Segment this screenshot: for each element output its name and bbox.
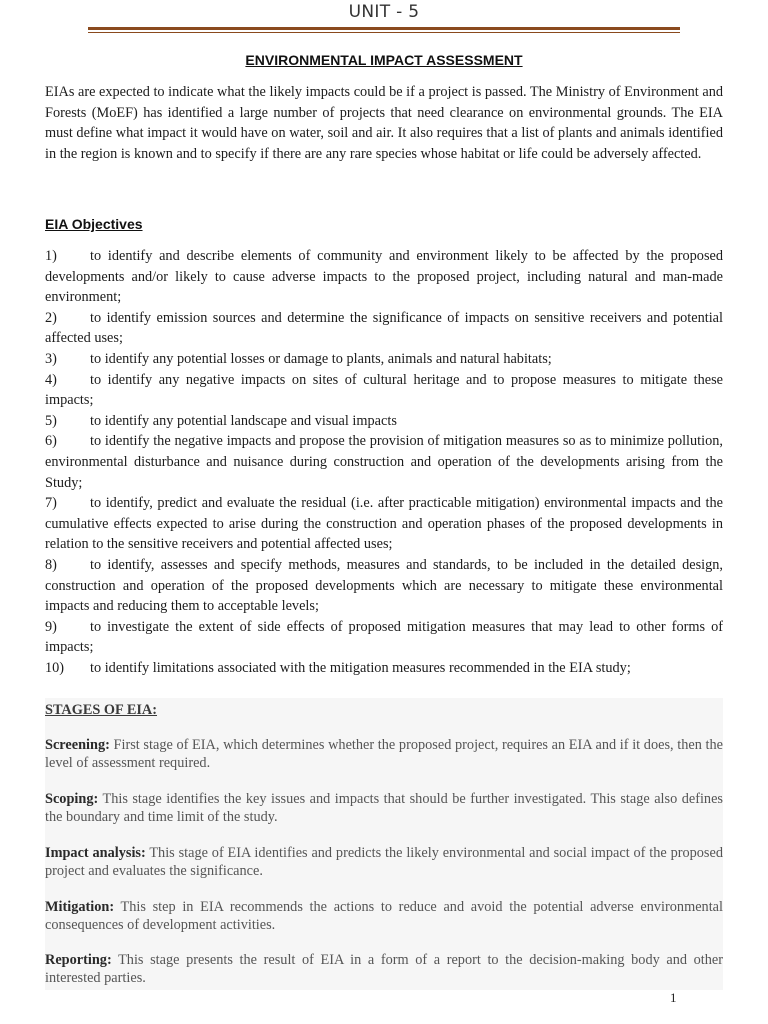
objective-text: to identify limitations associated with the mitigation measures recommended in the EIA study; [90, 659, 631, 676]
stage-mitigation [45, 899, 723, 934]
objective-text: to identify the negative impacts and propose the provision of mitigation measures so as to minimize pollution, environmental disturbance and nuisance during construction and operation of the developments arising from the Study; [45, 433, 723, 491]
stage-text: This stage identifies the key issues and impacts that should be further investigated. This stage also defines the boundary and time limit of the study. [45, 791, 723, 825]
objective-number: 8) [45, 556, 57, 573]
stage-term: Screening: [45, 737, 110, 753]
page-number: 1 [670, 990, 677, 1005]
objective-number: 2) [45, 309, 57, 326]
stage-reporting [45, 952, 723, 987]
stage-text: This stage of EIA identifies and predicts the likely environmental and social impact of the proposed project and evaluates the significance. [45, 845, 723, 879]
objective-number: 6) [45, 433, 57, 450]
objective-number: 5) [45, 412, 57, 429]
objective-number: 3) [45, 350, 57, 367]
objectives-heading: EIA Objectives [45, 216, 143, 232]
objective-text: to identify, assesses and specify methods, measures and standards, to be included in the detailed design, construction and operation of the proposed developments which are necessary to mitigate these environmental impacts and reducing them to acceptable levels; [45, 556, 723, 615]
objective-item [45, 555, 723, 617]
stage-text: First stage of EIA, which determines whether the proposed project, requires an EIA and if it does, then the level of assessment required. [45, 737, 724, 771]
header-rule-thin [88, 32, 680, 33]
stage-screening [45, 737, 723, 772]
objective-item [45, 493, 723, 555]
objective-text: to identify any negative impacts on sites of cultural heritage and to propose measures to mitigate these impacts; [45, 371, 723, 409]
objective-text: to identify any potential landscape and visual impacts [90, 412, 397, 429]
objective-text: to identify any potential losses or damage to plants, animals and natural habitats; [90, 350, 552, 367]
stage-text: This stage presents the result of EIA in a form of a report to the decision-making body and other interested parties. [45, 952, 723, 986]
objective-item [45, 658, 723, 679]
objectives-list [45, 246, 723, 678]
header-rule-thick [88, 27, 680, 30]
objective-number: 10) [45, 659, 65, 676]
objective-text: to identify emission sources and determine the significance of impacts on sensitive receivers and potential affected uses; [45, 309, 723, 347]
stage-scoping [45, 791, 723, 826]
stage-term: Impact analysis: [45, 845, 146, 861]
objective-item [45, 431, 723, 493]
stage-text: This step in EIA recommends the actions to reduce and avoid the potential adverse environmental consequences of development activities. [45, 899, 723, 933]
objective-item [45, 370, 723, 411]
unit-header: UNIT - 5 [348, 2, 420, 22]
objective-item [45, 349, 723, 370]
objective-item [45, 308, 723, 349]
objective-number: 9) [45, 618, 57, 635]
intro-paragraph: EIAs are expected to indicate what the likely impacts could be if a project is passed. The Ministry of Environment and Forests (MoEF) has identified a large number of projects that need clearance on environmental grounds. The EIA must define what impact it would have on water, soil and air. It also requires that a list of plants and animals identified in the region is known and to specify if there are any rare species whose habitat or life could be adversely affected. [45, 84, 723, 163]
objective-item [45, 617, 723, 658]
stage-term: Reporting: [45, 952, 112, 968]
objective-number: 4) [45, 371, 57, 388]
stage-term: Mitigation: [45, 899, 115, 915]
stages-heading: STAGES OF EIA: [45, 702, 158, 718]
objective-item [45, 411, 723, 432]
stage-impact-analysis [45, 845, 723, 880]
stage-term: Scoping: [45, 791, 99, 807]
page-title: ENVIRONMENTAL IMPACT ASSESSMENT [245, 52, 523, 68]
objective-text: to identify and describe elements of community and environment likely to be affected by the proposed developments and/or likely to cause adverse impacts to the proposed project, including natural and man-made environment; [45, 248, 723, 306]
objective-text: to identify, predict and evaluate the residual (i.e. after practicable mitigation) environmental impacts and the cumulative effects expected to arise during the construction and operation phases of the proposed developments in relation to the sensitive receivers and potential affected uses; [45, 495, 723, 553]
objective-number: 1) [45, 248, 57, 264]
objective-text: to investigate the extent of side effects of proposed mitigation measures that may lead to other forms of impacts; [45, 618, 723, 656]
objective-number: 7) [45, 495, 57, 512]
objective-item [45, 246, 723, 308]
